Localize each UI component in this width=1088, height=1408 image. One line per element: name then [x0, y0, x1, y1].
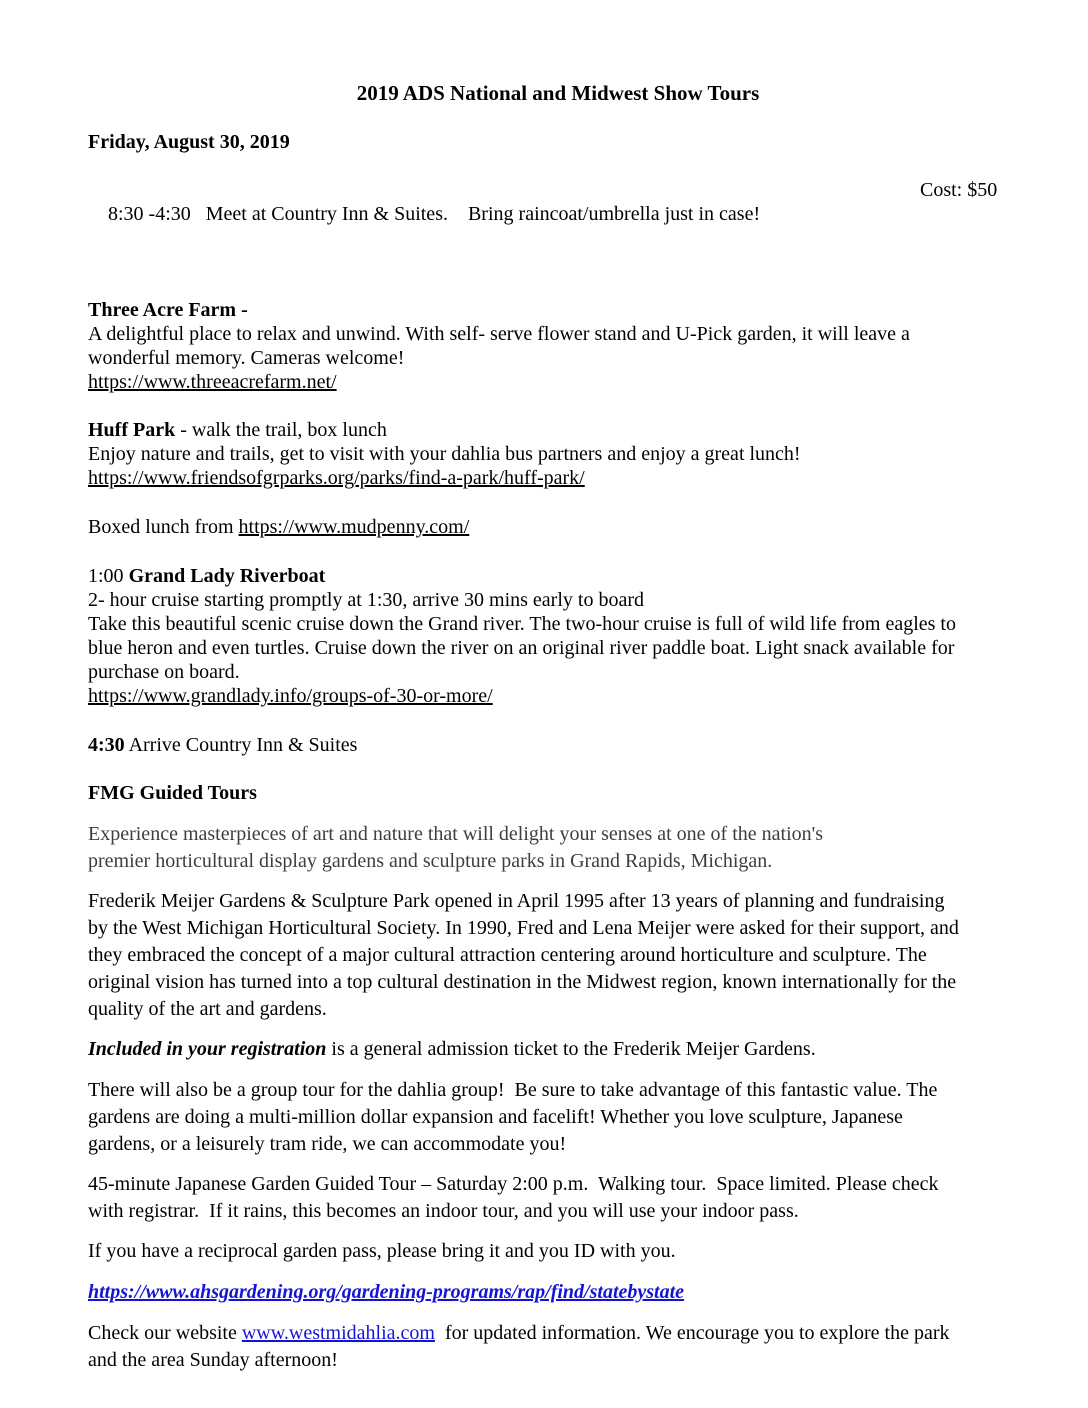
boxed-lunch-line [88, 515, 1028, 539]
group-tour-line-3: gardens, or a leisurely tram ride, we can accommodate you! [88, 1133, 567, 1155]
threeacrefarm-link[interactable]: https://www.threeacrefarm.net/ [88, 371, 337, 393]
huff-park-body-line: Enjoy nature and trails, get to visit with your dahlia bus partners and enjoy a great lunch! [88, 443, 801, 465]
grand-lady-body-line-1: 2- hour cruise starting promptly at 1:30, arrive 30 mins early to board [88, 589, 644, 611]
ahsgardening-link[interactable]: https://www.ahsgardening.org/gardening-programs/rap/find/statebystate [88, 1281, 685, 1303]
boxed-lunch-text: Boxed lunch from [88, 516, 239, 538]
meijer-history-line-1: Frederik Meijer Gardens & Sculpture Park opened in April 1995 after 13 years of planning and fundraising [88, 890, 945, 912]
website-prefix: Check our website [88, 1322, 242, 1344]
reciprocal-pass-line: If you have a reciprocal garden pass, please bring it and you ID with you. [88, 1240, 676, 1262]
mudpenny-link[interactable]: https://www.mudpenny.com/ [238, 516, 470, 538]
huff-park-heading: Huff Park [88, 419, 176, 441]
three-acre-farm-heading: Three Acre Farm - [88, 299, 248, 321]
three-acre-farm-body-line-1: A delightful place to relax and unwind. With self- serve flower stand and U-Pick garden, it will leave a [88, 323, 910, 345]
date-heading: Friday, August 30, 2019 [88, 131, 290, 153]
arrive-time: 4:30 [88, 734, 125, 756]
grand-lady-link-line [88, 684, 1028, 708]
fmg-intro-line-2: premier horticultural display gardens and sculpture parks in Grand Rapids, Michigan. [88, 850, 773, 872]
three-acre-farm-heading-line [88, 298, 1028, 322]
grand-lady-body-line-4: purchase on board. [88, 661, 240, 683]
grand-lady-heading-line [88, 564, 1028, 588]
three-acre-farm-link-line [88, 370, 1028, 394]
westmidahlia-link[interactable]: www.westmidahlia.com [241, 1322, 435, 1344]
ahs-link-line [88, 1279, 1028, 1306]
website-line-2: and the area Sunday afternoon! [88, 1349, 338, 1371]
schedule-text: 8:30 -4:30 Meet at Country Inn & Suites. Bring raincoat/umbrella just in case! [108, 203, 761, 225]
grand-lady-time: 1:00 [88, 565, 129, 587]
japanese-tour-line-2: with registrar. If it rains, this becomes an indoor tour, and you will use your indoor pass. [88, 1200, 799, 1222]
arrive-line [88, 733, 1028, 757]
grandlady-link[interactable]: https://www.grandlady.info/groups-of-30-or-more/ [88, 685, 493, 707]
registration-emphasis: Included in your registration [88, 1038, 327, 1060]
website-line-1 [88, 1320, 1028, 1347]
fmg-heading: FMG Guided Tours [88, 782, 257, 804]
grand-lady-heading: Grand Lady Riverboat [128, 565, 326, 587]
website-suffix: for updated information. We encourage you to explore the park [434, 1322, 950, 1344]
grand-lady-body-line-3: blue heron and even turtles. Cruise down the river on an original river paddle boat. Light snack available for [88, 637, 955, 659]
huff-park-heading-rest: - walk the trail, box lunch [175, 419, 387, 441]
meijer-history-line-4: original vision has turned into a top cultural destination in the Midwest region, known internationally for the [88, 971, 957, 993]
registration-line [88, 1036, 1028, 1063]
meijer-history-line-2: by the West Michigan Horticultural Society. In 1990, Fred and Lena Meijer were asked for their support, and [88, 917, 959, 939]
date-heading-line [88, 130, 1028, 154]
huff-park-heading-line [88, 418, 1028, 442]
page-title: 2019 ADS National and Midwest Show Tours [356, 81, 760, 105]
schedule-line [88, 178, 1028, 274]
title-line [88, 81, 1028, 106]
three-acre-farm-body-line-2: wonderful memory. Cameras welcome! [88, 347, 405, 369]
cost-label: Cost: $50 [920, 179, 998, 201]
meijer-history-line-5: quality of the art and gardens. [88, 998, 327, 1020]
friendsofgrparks-link[interactable]: https://www.friendsofgrparks.org/parks/find-a-park/huff-park/ [88, 467, 585, 489]
fmg-intro-line-1: Experience masterpieces of art and nature that will delight your senses at one of the nation's [88, 823, 824, 845]
grand-lady-body-line-2: Take this beautiful scenic cruise down the Grand river. The two-hour cruise is full of wild life from eagles to [88, 613, 956, 635]
japanese-tour-line-1: 45-minute Japanese Garden Guided Tour – Saturday 2:00 p.m. Walking tour. Space limited. Please check [88, 1173, 939, 1195]
registration-text: is a general admission ticket to the Frederik Meijer Gardens. [326, 1038, 816, 1060]
meijer-history-line-3: they embraced the concept of a major cultural attraction centering around horticulture and sculpture. The [88, 944, 927, 966]
huff-park-link-line [88, 466, 1028, 490]
fmg-heading-line [88, 781, 1028, 805]
group-tour-line-1: There will also be a group tour for the dahlia group! Be sure to take advantage of this fantastic value. The [88, 1079, 938, 1101]
group-tour-line-2: gardens are doing a multi-million dollar expansion and facelift! Whether you love sculpture, Japanese [88, 1106, 903, 1128]
arrive-text: Arrive Country Inn & Suites [124, 734, 358, 756]
